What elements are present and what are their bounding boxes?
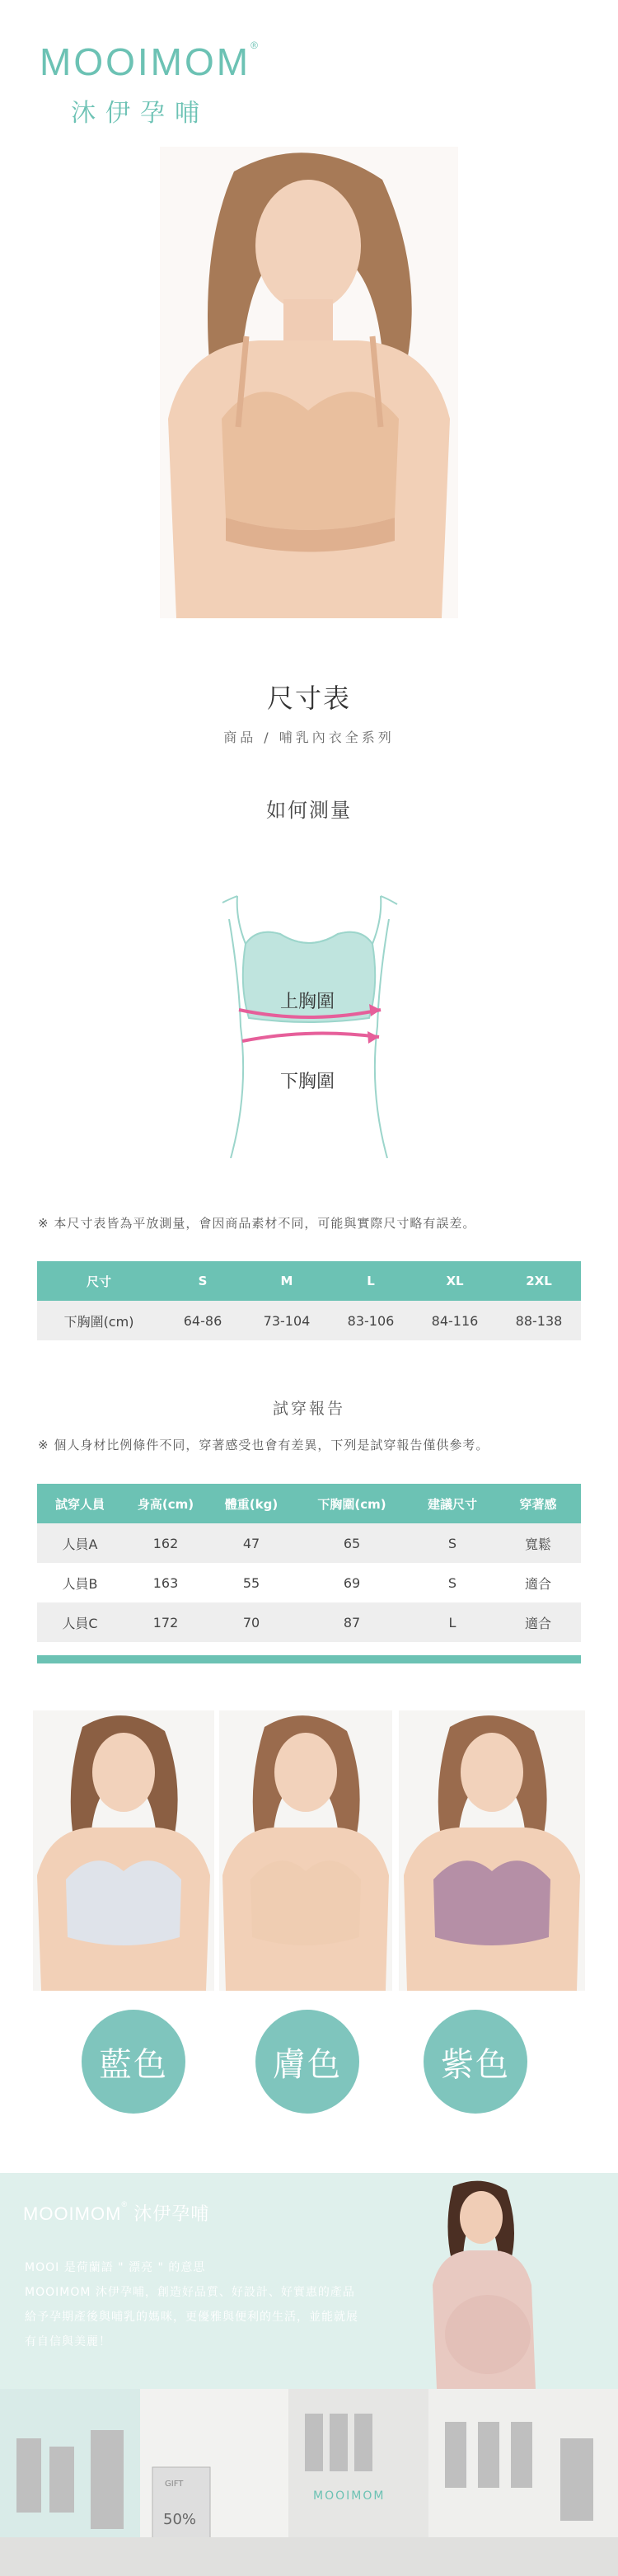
table-cell: 人員C (37, 1602, 123, 1642)
model-purple-illustration (399, 1710, 585, 1991)
measuring-diagram (206, 886, 412, 1158)
model-photo-purple (399, 1710, 585, 1991)
table-cell: 163 (123, 1563, 208, 1602)
fit-table-header-cell: 下胸圍(cm) (294, 1484, 410, 1523)
size-table-header-cell: S (161, 1261, 245, 1301)
footer-text-line: MOOI 是荷蘭語 " 漂亮 " 的意思 (25, 2261, 206, 2274)
model-photo-skin (219, 1710, 392, 1991)
table-cell: 88-138 (497, 1301, 581, 1340)
how-to-measure-heading: 如何測量 (266, 799, 352, 822)
fit-table-header-cell: 體重(kg) (208, 1484, 294, 1523)
size-table-header-cell: 2XL (497, 1261, 581, 1301)
model-skin-illustration (219, 1710, 392, 1991)
color-swatch-purple[interactable]: 紫色 (424, 2010, 527, 2114)
brand-banner (0, 2173, 618, 2576)
hero-model-illustration (160, 147, 458, 618)
table-row (37, 1523, 581, 1563)
fit-table-header-cell: 建議尺寸 (410, 1484, 495, 1523)
size-table-header-cell: 尺寸 (37, 1261, 161, 1301)
size-chart-note: ※ 本尺寸表皆為平放測量，會因商品素材不同，可能與實際尺寸略有誤差。 (38, 1216, 476, 1231)
color-swatch-skin[interactable]: 膚色 (255, 2010, 359, 2114)
store-photo-strip (0, 2389, 618, 2576)
breadcrumb: 商品 / 哺乳內衣全系列 (223, 730, 395, 745)
table-cell: 55 (208, 1563, 294, 1602)
registered-mark: ® (250, 40, 260, 51)
size-table-header-cell: XL (413, 1261, 497, 1301)
table-cell: 87 (294, 1602, 410, 1642)
hero-model-photo (160, 147, 458, 618)
footer-text-line: MOOIMOM 沐伊孕哺，創造好品質、好設計、好實惠的產品 (25, 2286, 355, 2299)
table-cell: 47 (208, 1523, 294, 1563)
fit-table-header-cell: 身高(cm) (123, 1484, 208, 1523)
under-bust-label: 下胸圍 (280, 1072, 335, 1092)
size-table (37, 1261, 581, 1340)
footer-brand: MOOIMOM® 沐伊孕哺 (23, 2200, 210, 2224)
store-sign: MOOIMOM (313, 2489, 386, 2503)
pregnant-model-illustration (412, 2178, 552, 2389)
brand-logo-zh: 沐伊孕哺 (71, 99, 209, 128)
size-table-header (37, 1261, 581, 1301)
fit-table-header-cell: 穿著感 (495, 1484, 581, 1523)
discount-badge: 50% (163, 2511, 197, 2528)
table-cell: 172 (123, 1602, 208, 1642)
color-swatch-blue[interactable]: 藍色 (82, 2010, 185, 2114)
table-cell: 73-104 (245, 1301, 329, 1340)
fit-table-header-cell: 試穿人員 (37, 1484, 123, 1523)
table-cell: 人員A (37, 1523, 123, 1563)
fit-report-title: 試穿報告 (272, 1400, 345, 1418)
torso-outline-illustration (206, 886, 412, 1158)
size-table-header-cell: M (245, 1261, 329, 1301)
table-cell: 下胸圍(cm) (37, 1301, 161, 1340)
footer-text-line: 有自信與美麗！ (25, 2335, 111, 2348)
fit-report-note: ※ 個人身材比例條件不同，穿著感受也會有差異，下列是試穿報告僅供參考。 (38, 1438, 489, 1452)
footer-brand-zh: 沐伊孕哺 (133, 2203, 210, 2224)
store-interior-illustration (0, 2389, 618, 2576)
table-cell: 162 (123, 1523, 208, 1563)
size-table-header-cell: L (329, 1261, 413, 1301)
fit-table-header (37, 1484, 581, 1523)
upper-bust-label: 上胸圍 (280, 992, 335, 1012)
table-cell: 人員B (37, 1563, 123, 1602)
gift-text: GIFT (165, 2480, 184, 2489)
model-blue-illustration (33, 1710, 214, 1991)
table-cell: 適合 (495, 1602, 581, 1642)
table-cell: 83-106 (329, 1301, 413, 1340)
table-cell: 寬鬆 (495, 1523, 581, 1563)
table-cell: 69 (294, 1563, 410, 1602)
table-cell: S (410, 1523, 495, 1563)
table-row (37, 1301, 581, 1340)
table-cell: 64-86 (161, 1301, 245, 1340)
table-cell: L (410, 1602, 495, 1642)
pregnant-model-photo (412, 2178, 552, 2389)
table-cell: S (410, 1563, 495, 1602)
model-photo-blue (33, 1710, 214, 1991)
table-cell: 84-116 (413, 1301, 497, 1340)
footer-text-line: 給予孕期產後與哺乳的媽咪，更優雅與便利的生活，並能就展 (25, 2311, 358, 2324)
table-cell: 適合 (495, 1563, 581, 1602)
table-row (37, 1602, 581, 1642)
brand-logo-en: MOOIMOM® (40, 40, 260, 83)
size-chart-title: 尺寸表 (266, 683, 351, 714)
table-cell: 70 (208, 1602, 294, 1642)
fit-report-table (37, 1484, 581, 1663)
divider-bar (37, 1655, 581, 1663)
table-row (37, 1563, 581, 1602)
table-cell: 65 (294, 1523, 410, 1563)
